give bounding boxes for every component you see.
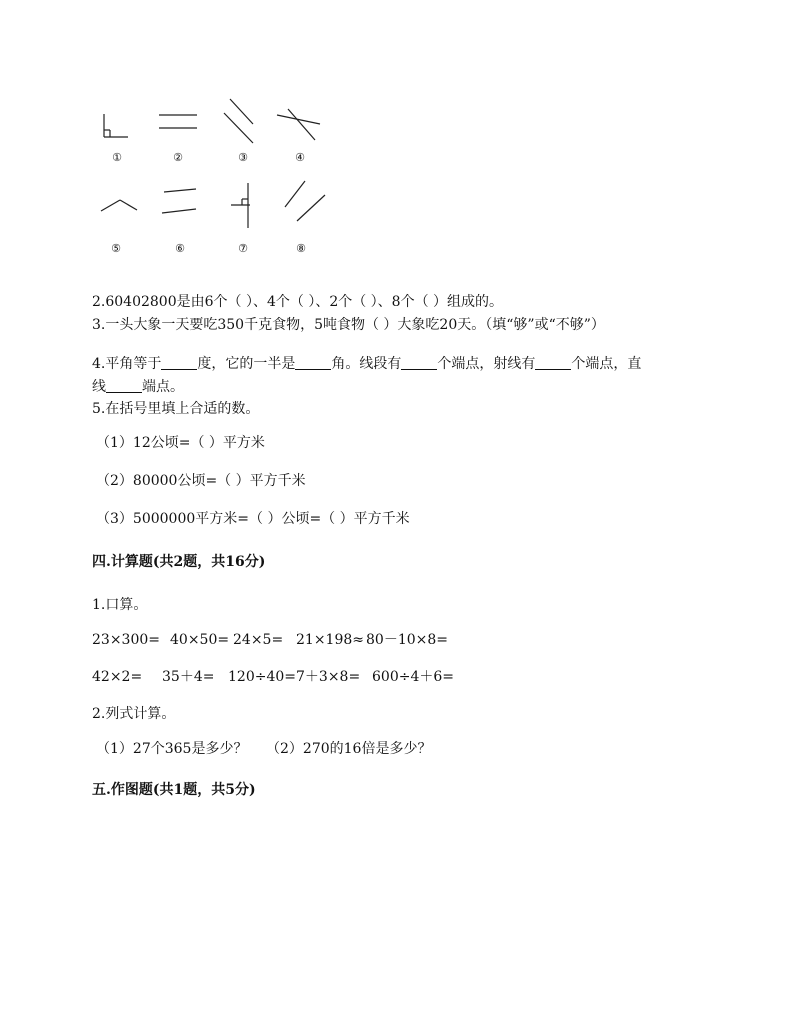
q4-text-6: 线 — [92, 379, 106, 395]
calc-row-2-item-2: 35＋4= — [162, 669, 215, 685]
answer-blank[interactable] — [161, 355, 197, 370]
figure-8-parallel-diagonals — [285, 181, 325, 221]
calc-row-1-item-4: 21×198≈ — [296, 632, 364, 648]
calc-row-2-item-3: 120÷40= — [228, 669, 296, 685]
answer-blank[interactable] — [401, 355, 437, 370]
question-3: 3.一头大象一天要吃350千克食物，5吨食物（ ）大象吃20天。（填“够”或“不够”） — [92, 317, 605, 333]
answer-blank[interactable] — [295, 355, 331, 370]
figure-7-perpendicular-lines — [231, 183, 250, 228]
figure-label-7: ⑦ — [238, 242, 248, 255]
question-5-title: 5.在括号里填上合适的数。 — [92, 401, 260, 417]
answer-blank[interactable] — [106, 378, 142, 393]
figure-label-8: ⑧ — [296, 242, 306, 255]
question-4-line-2 — [92, 378, 184, 396]
figure-label-6: ⑥ — [175, 242, 185, 255]
figure-4-intersecting-lines — [277, 109, 320, 140]
q4-text-7: 端点。 — [142, 379, 184, 395]
figure-label-3: ③ — [238, 151, 248, 164]
figure-label-5: ⑤ — [111, 242, 121, 255]
figure-6-two-lines — [162, 189, 196, 213]
calc-q2-title: 2.列式计算。 — [92, 706, 176, 722]
question-5-item-2: （2）80000公顷=（ ）平方千米 — [96, 473, 306, 489]
geometry-figure — [0, 0, 794, 270]
calc-q2-item-1: （1）27个365是多少？ — [96, 741, 248, 757]
calc-row-1-item-3: 24×5= — [233, 632, 284, 648]
q4-text-5: 个端点，直 — [571, 356, 642, 372]
calc-row-2-item-5: 600÷4＋6= — [372, 669, 454, 685]
figure-label-4: ④ — [295, 151, 305, 164]
question-2: 2.60402800是由6个（ ）、4个（ ）、2个（ ）、8个（ ）组成的。 — [92, 294, 504, 310]
calc-row-2-item-1: 42×2= — [92, 669, 143, 685]
q4-text-3: 角。线段有 — [331, 356, 402, 372]
figure-label-2: ② — [173, 151, 183, 164]
q4-text-1: 4.平角等于 — [92, 356, 162, 372]
figure-5-angle — [101, 200, 137, 211]
question-4-line-1 — [92, 355, 641, 373]
answer-blank[interactable] — [535, 355, 571, 370]
figure-1-right-angle — [104, 114, 128, 137]
calc-q1-title: 1.口算。 — [92, 597, 148, 613]
question-5-item-1: （1）12公顷=（ ）平方米 — [96, 435, 265, 451]
q4-text-2: 度，它的一半是 — [197, 356, 296, 372]
calc-row-1-item-1: 23×300= — [92, 632, 160, 648]
q4-text-4: 个端点，射线有 — [437, 356, 536, 372]
calc-row-1-item-5: 80－10×8= — [366, 632, 448, 648]
calc-row-2-item-4: 7＋3×8= — [296, 669, 361, 685]
section-5-heading: 五.作图题(共1题，共5分) — [92, 782, 256, 798]
figure-3-parallel-diagonals — [224, 99, 253, 143]
section-4-heading: 四.计算题(共2题，共16分) — [92, 554, 266, 570]
calc-q2-item-2: （2）270的16倍是多少？ — [266, 741, 432, 757]
calc-row-1-item-2: 40×50= — [170, 632, 230, 648]
figure-2-parallel-lines — [159, 115, 197, 128]
figure-label-1: ① — [112, 151, 122, 164]
question-5-item-3: （3）5000000平方米=（ ）公顷=（ ）平方千米 — [96, 511, 410, 527]
